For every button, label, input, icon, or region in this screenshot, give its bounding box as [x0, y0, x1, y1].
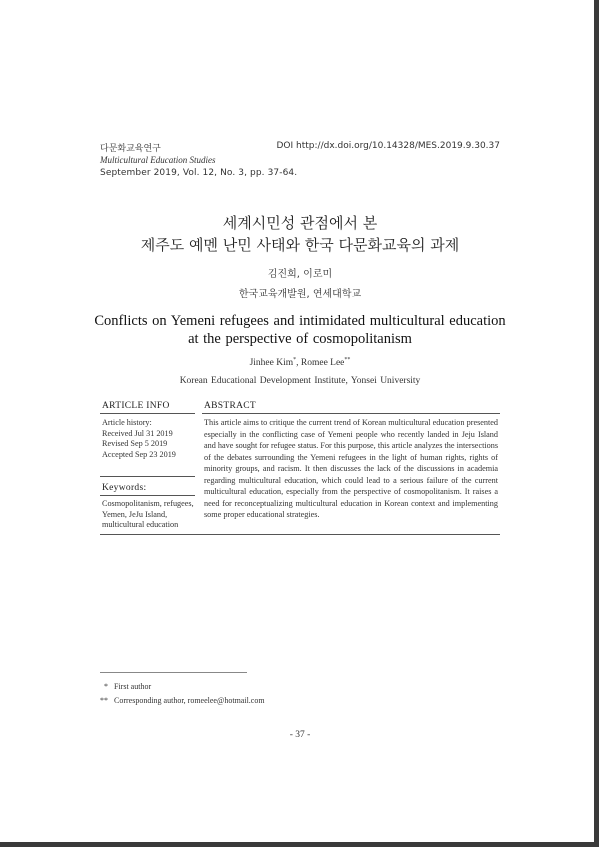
doi-link[interactable]: DOI http://dx.doi.org/10.14328/MES.2019.9.30.37: [276, 141, 500, 151]
author-2-mark: **: [344, 357, 351, 363]
footnote-mark: *: [104, 682, 108, 691]
received-date: Received Jul 31 2019: [102, 428, 173, 438]
author-separator: ,: [296, 358, 301, 369]
footnote-separator: [100, 672, 247, 673]
footnote-text: Corresponding author, romeelee@hotmail.com: [114, 696, 265, 705]
title-korean-line2: 제주도 예멘 난민 사태와 한국 다문화교육의 과제: [140, 236, 460, 254]
keywords-line: Yemen, JeJu Island,: [102, 509, 168, 519]
article-info-rule-top: [100, 413, 195, 414]
footnote-corresponding-author: [100, 696, 265, 705]
affiliation-korean: 한국교육개발원, 연세대학교: [238, 289, 362, 300]
affiliation-english: Korean Educational Development Institute, Yonsei University: [179, 376, 421, 386]
keywords-list: [102, 499, 198, 531]
author-1-mark: *: [293, 357, 297, 363]
article-history: [102, 418, 198, 460]
article-info-heading: ARTICLE INFO: [102, 401, 170, 411]
authors-korean: 김진희, 이로미: [267, 269, 333, 280]
abstract-heading: ABSTRACT: [204, 401, 257, 411]
journal-name-english: Multicultural Education Studies: [100, 155, 216, 165]
authors-english: [0, 357, 600, 368]
author-1-name: Jinhee Kim: [249, 358, 294, 369]
footnote-first-author: [104, 682, 151, 691]
journal-name-korean: 다문화교육연구: [100, 144, 161, 154]
abstract-text: This article aims to critique the current trend of Korean multicultural education presented especially in the conflicting case of Yemeni people who recently landed in Jeju Island and have sought for refugee status. For this purpose, this article analyzes the intersections of the debates surrounding the Yemeni refugees in the light of human rights, rights of minority groups, and racism. It then discusses the lack of the discussions in academia regarding multicultural education, which could lead to a serious failure of the current multicultural education, especially from the perspective of cosmopolitanism. It raises a need for reconceptualizing multicultural education in Korean context and implementing some proper educational strategies.: [204, 418, 498, 519]
keywords-line: Cosmopolitanism, refugees,: [102, 499, 194, 508]
article-history-label: Article history:: [102, 418, 152, 427]
footnote-mark: **: [100, 696, 108, 705]
page-number: - 37 -: [289, 730, 311, 740]
author-2-name: Romee Lee: [300, 358, 345, 369]
journal-issue-info: September 2019, Vol. 12, No. 3, pp. 37-64.: [100, 168, 298, 178]
title-english-line2: at the perspective of cosmopolitanism: [188, 331, 412, 347]
keywords-heading: Keywords:: [102, 483, 147, 493]
revised-date: Revised Sep 5 2019: [102, 439, 168, 449]
keywords-line: multicultural education: [102, 520, 179, 530]
keywords-rule-bottom: [100, 495, 195, 496]
keywords-rule-top: [100, 476, 195, 477]
abstract-box-rule-bottom: [100, 534, 500, 535]
footnote-text: First author: [114, 682, 152, 691]
title-english-line1: Conflicts on Yemeni refugees and intimidated multicultural education: [94, 313, 506, 329]
abstract-rule-top: [202, 413, 500, 414]
title-korean-line1: 세계시민성 관점에서 본: [222, 214, 378, 232]
accepted-date: Accepted Sep 23 2019: [102, 449, 176, 459]
